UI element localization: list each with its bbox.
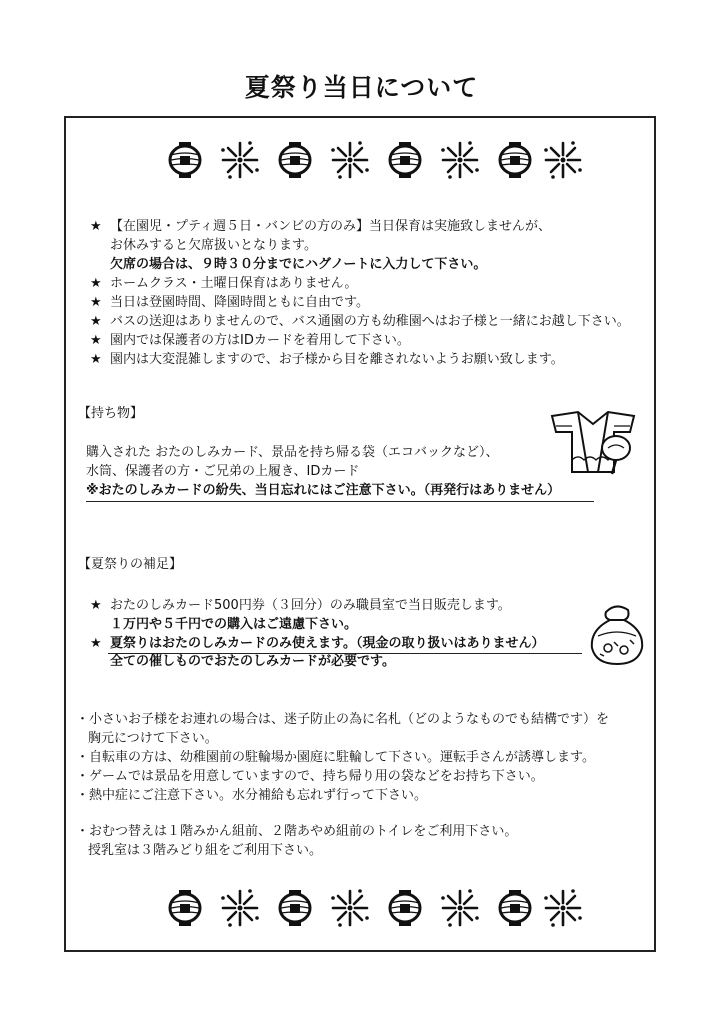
absence-instruction: 欠席の場合は、９時３０分までにハグノートに入力して下さい。	[110, 257, 487, 272]
supplement-note: 全ての催しものでおたのしみカードが必要です。	[110, 654, 395, 669]
notice-item: ★ バスの送迎はありませんので、バス通園の方も幼稚園へはお子様と一緒にお越し下さい。	[90, 314, 630, 329]
notice-item: ★ 当日は登園時間、降園時間ともに自由です。	[90, 295, 369, 310]
firework-icon	[544, 141, 582, 179]
notice-item: ★ 【在園児・プティ週５日・バンビの方のみ】当日保育は実施致しませんが、	[90, 219, 551, 234]
belongings-warning: ※おたのしみカードの紛失、当日忘れにはご注意下さい。（再発行はありません）	[86, 483, 561, 498]
firework-icon	[221, 141, 259, 179]
firework-icon	[544, 889, 582, 927]
warning-underline	[86, 501, 594, 502]
lantern-icon	[280, 890, 310, 926]
notice-item: ★ 園内では保護者の方はIDカードを着用して下さい。	[90, 333, 410, 348]
firework-icon	[331, 889, 369, 927]
notice-item: ★ ホームクラス・土曜日保育はありません。	[90, 276, 358, 291]
lantern-icon	[170, 142, 200, 178]
firework-icon	[441, 889, 479, 927]
page-title: 夏祭り当日について	[244, 73, 479, 102]
note-item: ・自転車の方は、幼稚園前の駐輪場か園庭に駐輪して下さい。運転手さんが誘導します。	[76, 750, 595, 765]
note-item: ・熱中症にご注意下さい。水分補給も忘れず行って下さい。	[76, 788, 428, 803]
firework-icon	[221, 889, 259, 927]
note-item-continued: 授乳室は３階みどり組をご利用下さい。	[88, 843, 323, 858]
note-item: ・小さいお子様をお連れの場合は、迷子防止の為に名札（どのようなものでも結構です）を	[76, 712, 610, 727]
supplement-item: ★ おたのしみカード500円券（３回分）のみ職員室で当日販売します。	[90, 598, 511, 613]
decoration-row-top	[163, 136, 583, 184]
lantern-icon	[390, 890, 420, 926]
decoration-row-bottom	[163, 884, 583, 932]
lantern-icon	[500, 890, 530, 926]
firework-icon	[331, 141, 369, 179]
supplement-item: ★ 夏祭りはおたのしみカードのみ使えます。（現金の取り扱いはありません）	[90, 636, 545, 651]
notice-item: ★ 園内は大変混雑しますので、お子様から目を離されないようお願い致します。	[90, 352, 564, 367]
lantern-icon	[500, 142, 530, 178]
note-item: ・ゲームでは景品を用意していますので、持ち帰り用の袋などをお持ち下さい。	[76, 769, 544, 784]
notice-item-continued: お休みすると欠席扱いとなります。	[110, 238, 317, 253]
drawstring-purse-icon	[584, 598, 650, 674]
note-item-continued: 胸元につけて下さい。	[88, 731, 218, 746]
supplement-heading: 【夏祭りの補足】	[78, 557, 183, 572]
happi-coat-icon	[548, 408, 638, 482]
firework-icon	[441, 141, 479, 179]
lantern-icon	[390, 142, 420, 178]
belongings-heading: 【持ち物】	[78, 406, 144, 421]
note-item: ・おむつ替えは１階みかん組前、２階あやめ組前のトイレをご利用下さい。	[76, 824, 518, 839]
lantern-icon	[280, 142, 310, 178]
supplement-note: １万円や５千円での購入はご遠慮下さい。	[110, 617, 358, 632]
belongings-line: 水筒、保護者の方・ご兄弟の上履き、IDカード	[86, 464, 360, 479]
lantern-icon	[170, 890, 200, 926]
belongings-line: 購入された おたのしみカード、景品を持ち帰る袋（エコバックなど）、	[86, 445, 499, 460]
